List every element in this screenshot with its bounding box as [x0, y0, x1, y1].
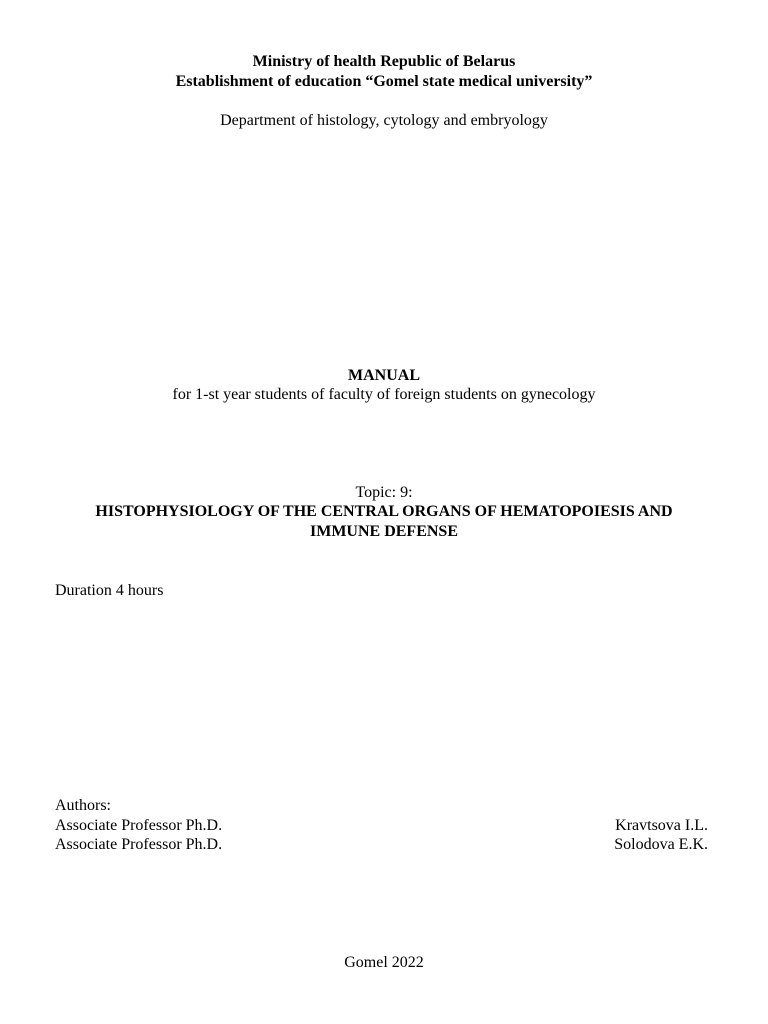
authors-label: Authors: [55, 797, 111, 814]
ministry-heading: Ministry of health Republic of Belarus [252, 53, 516, 70]
establishment-heading: Establishment of education “Gomel state medical university” [175, 73, 593, 90]
duration-text: Duration 4 hours [55, 582, 164, 599]
topic-title [40, 502, 728, 542]
manual-heading: MANUAL [348, 367, 420, 384]
topic-title-line-1: HISTOPHYSIOLOGY OF THE CENTRAL ORGANS OF HEMATOPOIESIS AND [95, 503, 673, 520]
topic-label: Topic: 9: [355, 484, 413, 501]
author-position-2: Associate Professor Ph.D. [55, 836, 223, 853]
department-heading: Department of histology, cytology and embryology [220, 112, 548, 129]
place-year: Gomel 2022 [344, 954, 424, 971]
author-position-1: Associate Professor Ph.D. [55, 817, 223, 834]
manual-audience: for 1-st year students of faculty of foreign students on gynecology [172, 386, 596, 403]
author-name-2: Solodova E.K. [614, 836, 708, 853]
author-name-1: Kravtsova I.L. [615, 817, 708, 834]
topic-title-line-2: IMMUNE DEFENSE [309, 523, 458, 540]
